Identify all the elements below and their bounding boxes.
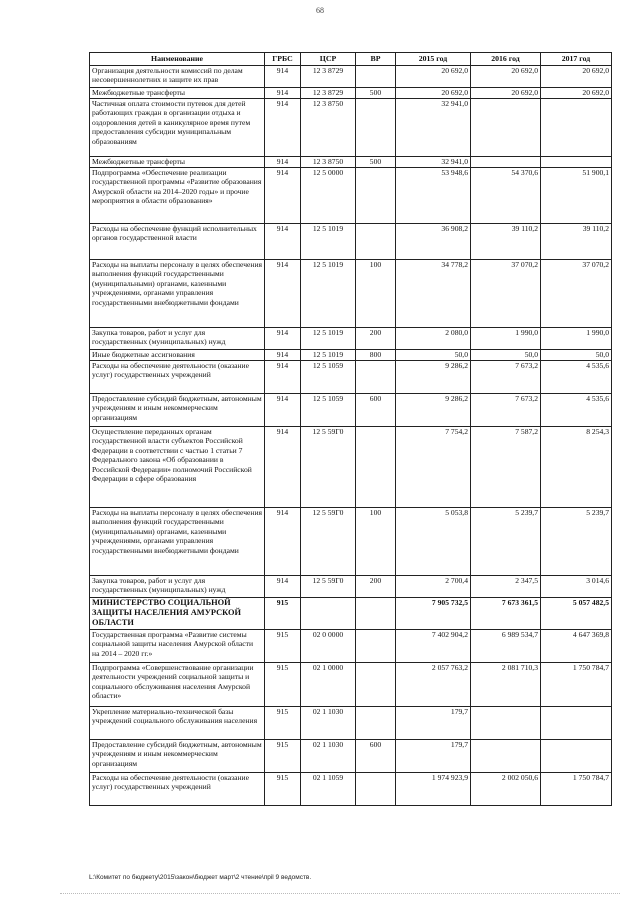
cell-grbs: 914 xyxy=(265,350,301,361)
cell-csr: 12 5 59Г0 xyxy=(301,576,356,598)
cell-2017: 4 535,6 xyxy=(541,394,612,427)
cell-2017: 39 110,2 xyxy=(541,224,612,260)
cell-2017: 4 647 369,8 xyxy=(541,630,612,663)
cell-2016: 6 989 534,7 xyxy=(471,630,541,663)
table-row xyxy=(90,427,612,508)
cell-2015: 7 754,2 xyxy=(396,427,471,508)
cell-vr: 100 xyxy=(356,508,396,576)
cell-2017: 3 014,6 xyxy=(541,576,612,598)
cell-name: Расходы на обеспечение функций исполнительных органов государственной власти xyxy=(90,224,265,260)
cell-2016: 7 587,2 xyxy=(471,427,541,508)
cell-2017: 5 239,7 xyxy=(541,508,612,576)
cell-name: Предоставление субсидий бюджетным, автономным учреждениям и иным некоммерческим организациям xyxy=(90,740,265,773)
cell-2016: 7 673 361,5 xyxy=(471,598,541,630)
cell-vr xyxy=(356,630,396,663)
col-header-2016: 2016 год xyxy=(471,53,541,66)
cell-grbs: 914 xyxy=(265,427,301,508)
table-row xyxy=(90,350,612,361)
col-header-name: Наименование xyxy=(90,53,265,66)
cell-vr xyxy=(356,707,396,740)
cell-2015: 1 974 923,9 xyxy=(396,773,471,806)
cell-2016 xyxy=(471,740,541,773)
cell-csr: 02 0 0000 xyxy=(301,630,356,663)
cell-grbs: 914 xyxy=(265,168,301,224)
cell-name: Межбюджетные трансферты xyxy=(90,88,265,99)
cell-name: Частичная оплата стоимости путевок для детей работающих граждан в организации отдыха и оздоровления детей в каникулярное время путем предоставления субсидии муниципальным образованиям xyxy=(90,99,265,157)
cell-csr: 12 5 1019 xyxy=(301,328,356,350)
cell-vr xyxy=(356,224,396,260)
table-row xyxy=(90,224,612,260)
col-header-csr: ЦСР xyxy=(301,53,356,66)
cell-vr xyxy=(356,598,396,630)
cell-vr xyxy=(356,663,396,707)
cell-grbs: 914 xyxy=(265,260,301,328)
cell-grbs: 915 xyxy=(265,707,301,740)
cell-csr: 02 1 1030 xyxy=(301,740,356,773)
cell-grbs: 915 xyxy=(265,740,301,773)
cell-name: Подпрограмма «Совершенствование организации деятельности учреждений социальной защиты и социального обслуживания населения Амурской области» xyxy=(90,663,265,707)
cell-name: Иные бюджетные ассигнования xyxy=(90,350,265,361)
cell-vr: 600 xyxy=(356,394,396,427)
cell-2016: 20 692,0 xyxy=(471,88,541,99)
cell-grbs: 914 xyxy=(265,328,301,350)
cell-2016 xyxy=(471,157,541,168)
cell-vr xyxy=(356,66,396,88)
cell-2016: 54 370,6 xyxy=(471,168,541,224)
cell-2017: 1 750 784,7 xyxy=(541,773,612,806)
col-header-vr: ВР xyxy=(356,53,396,66)
cell-2017: 1 750 784,7 xyxy=(541,663,612,707)
cell-vr: 200 xyxy=(356,328,396,350)
table-row xyxy=(90,157,612,168)
cell-csr: 12 5 1059 xyxy=(301,361,356,394)
cell-vr xyxy=(356,427,396,508)
cell-name: Подпрограмма «Обеспечение реализации государственной программы «Развитие образования Амурской области на 2014–2020 годы» и прочие мероприятия в области образования» xyxy=(90,168,265,224)
cell-2016: 20 692,0 xyxy=(471,66,541,88)
table-row xyxy=(90,361,612,394)
cell-2015: 7 402 904,2 xyxy=(396,630,471,663)
cell-2015: 9 286,2 xyxy=(396,394,471,427)
cell-csr: 12 5 59Г0 xyxy=(301,427,356,508)
cell-name: Межбюджетные трансферты xyxy=(90,157,265,168)
table-row xyxy=(90,168,612,224)
cell-csr: 02 1 1059 xyxy=(301,773,356,806)
cell-vr xyxy=(356,361,396,394)
cell-2015: 179,7 xyxy=(396,707,471,740)
cell-2015: 20 692,0 xyxy=(396,66,471,88)
table-row xyxy=(90,663,612,707)
cell-csr: 12 3 8750 xyxy=(301,157,356,168)
cell-2015: 5 053,8 xyxy=(396,508,471,576)
cell-2015: 32 941,0 xyxy=(396,157,471,168)
cell-2017: 20 692,0 xyxy=(541,88,612,99)
cell-name: Укрепление материально-технической базы учреждений социального обслуживания населения xyxy=(90,707,265,740)
cell-2015: 9 286,2 xyxy=(396,361,471,394)
cell-name: Предоставление субсидий бюджетным, автономным учреждениям и иным некоммерческим организациям xyxy=(90,394,265,427)
cell-name: Организация деятельности комиссий по делам несовершеннолетних и защите их прав xyxy=(90,66,265,88)
cell-csr: 12 3 8729 xyxy=(301,66,356,88)
col-header-2015: 2015 год xyxy=(396,53,471,66)
cell-2017: 50,0 xyxy=(541,350,612,361)
cell-2017 xyxy=(541,707,612,740)
cell-grbs: 914 xyxy=(265,361,301,394)
cell-2015: 36 908,2 xyxy=(396,224,471,260)
cell-2016 xyxy=(471,707,541,740)
table-row xyxy=(90,630,612,663)
cell-csr: 12 5 1019 xyxy=(301,350,356,361)
table-row xyxy=(90,66,612,88)
cell-2017: 4 535,6 xyxy=(541,361,612,394)
cell-2016: 39 110,2 xyxy=(471,224,541,260)
cell-csr: 02 1 0000 xyxy=(301,663,356,707)
cell-name: Расходы на обеспечение деятельности (оказание услуг) государственных учреждений xyxy=(90,773,265,806)
cell-2016: 50,0 xyxy=(471,350,541,361)
cell-csr: 12 3 8750 xyxy=(301,99,356,157)
cell-2017: 5 057 482,5 xyxy=(541,598,612,630)
cell-2016: 1 990,0 xyxy=(471,328,541,350)
cell-2017: 37 070,2 xyxy=(541,260,612,328)
cell-vr: 600 xyxy=(356,740,396,773)
bottom-divider xyxy=(60,893,620,894)
cell-2015: 2 057 763,2 xyxy=(396,663,471,707)
table-row xyxy=(90,707,612,740)
table-row xyxy=(90,773,612,806)
cell-name: МИНИСТЕРСТВО СОЦИАЛЬНОЙ ЗАЩИТЫ НАСЕЛЕНИЯ АМУРСКОЙ ОБЛАСТИ xyxy=(90,598,265,630)
cell-2016: 5 239,7 xyxy=(471,508,541,576)
cell-csr: 12 5 59Г0 xyxy=(301,508,356,576)
cell-grbs: 915 xyxy=(265,598,301,630)
cell-vr xyxy=(356,168,396,224)
cell-2015: 34 778,2 xyxy=(396,260,471,328)
table-row xyxy=(90,394,612,427)
cell-2015: 53 948,6 xyxy=(396,168,471,224)
cell-grbs: 914 xyxy=(265,576,301,598)
cell-2015: 179,7 xyxy=(396,740,471,773)
table-row xyxy=(90,260,612,328)
table-row xyxy=(90,740,612,773)
cell-2016: 37 070,2 xyxy=(471,260,541,328)
cell-2017 xyxy=(541,157,612,168)
cell-grbs: 915 xyxy=(265,630,301,663)
cell-name: Расходы на выплаты персоналу в целях обеспечения выполнения функций государственными (муниципальными) органами, казенными учреждениями, органами управления государственными внебюджетными фондами xyxy=(90,508,265,576)
cell-grbs: 914 xyxy=(265,224,301,260)
cell-grbs: 914 xyxy=(265,88,301,99)
cell-2016 xyxy=(471,99,541,157)
budget-table xyxy=(89,52,612,806)
cell-2017: 8 254,3 xyxy=(541,427,612,508)
cell-2015: 2 080,0 xyxy=(396,328,471,350)
cell-vr: 200 xyxy=(356,576,396,598)
cell-grbs: 914 xyxy=(265,99,301,157)
cell-csr: 02 1 1030 xyxy=(301,707,356,740)
cell-vr xyxy=(356,773,396,806)
table-body xyxy=(90,66,612,806)
table-row xyxy=(90,598,612,630)
cell-csr: 12 5 0000 xyxy=(301,168,356,224)
cell-2016: 2 081 710,3 xyxy=(471,663,541,707)
cell-2016: 7 673,2 xyxy=(471,394,541,427)
cell-grbs: 914 xyxy=(265,157,301,168)
cell-name: Закупка товаров, работ и услуг для государственных (муниципальных) нужд xyxy=(90,328,265,350)
cell-2017 xyxy=(541,99,612,157)
cell-csr: 12 5 1059 xyxy=(301,394,356,427)
table-row xyxy=(90,508,612,576)
file-path-footer: L:\Комитет по бюджету\2015\закон\бюджет март\2 чтение\прil 9 ведомств. xyxy=(89,874,312,881)
table-row xyxy=(90,576,612,598)
cell-csr: 12 5 1019 xyxy=(301,260,356,328)
cell-vr: 100 xyxy=(356,260,396,328)
cell-vr: 800 xyxy=(356,350,396,361)
cell-2016: 2 347,5 xyxy=(471,576,541,598)
cell-name: Осуществление переданных органам государственной власти субъектов Российской Федерации в соответствии с частью 1 статьи 7 Федерального закона «Об образовании в Российской Федерации» полномочий Российской Федерации в сфере образования xyxy=(90,427,265,508)
cell-2016: 7 673,2 xyxy=(471,361,541,394)
col-header-grbs: ГРБС xyxy=(265,53,301,66)
cell-2016: 2 002 050,6 xyxy=(471,773,541,806)
table-row xyxy=(90,88,612,99)
table-row xyxy=(90,99,612,157)
cell-vr: 500 xyxy=(356,157,396,168)
cell-csr: 12 5 1019 xyxy=(301,224,356,260)
col-header-2017: 2017 год xyxy=(541,53,612,66)
cell-vr: 500 xyxy=(356,88,396,99)
cell-2017: 1 990,0 xyxy=(541,328,612,350)
cell-2017: 20 692,0 xyxy=(541,66,612,88)
cell-2017: 51 900,1 xyxy=(541,168,612,224)
cell-name: Закупка товаров, работ и услуг для государственных (муниципальных) нужд xyxy=(90,576,265,598)
cell-csr: 12 3 8729 xyxy=(301,88,356,99)
page-number: 68 xyxy=(316,6,324,15)
cell-grbs: 914 xyxy=(265,394,301,427)
cell-2015: 7 905 732,5 xyxy=(396,598,471,630)
cell-2015: 50,0 xyxy=(396,350,471,361)
table-header-row xyxy=(90,53,612,66)
cell-grbs: 915 xyxy=(265,663,301,707)
cell-2015: 32 941,0 xyxy=(396,99,471,157)
cell-csr xyxy=(301,598,356,630)
cell-2015: 2 700,4 xyxy=(396,576,471,598)
cell-name: Государственная программа «Развитие системы социальной защиты населения Амурской области на 2014 – 2020 гг.» xyxy=(90,630,265,663)
cell-grbs: 915 xyxy=(265,773,301,806)
cell-name: Расходы на выплаты персоналу в целях обеспечения выполнения функций государственными (муниципальными) органами, казенными учреждениями, органами управления государственными внебюджетными фондами xyxy=(90,260,265,328)
table-row xyxy=(90,328,612,350)
cell-grbs: 914 xyxy=(265,66,301,88)
cell-vr xyxy=(356,99,396,157)
cell-2017 xyxy=(541,740,612,773)
cell-2015: 20 692,0 xyxy=(396,88,471,99)
cell-grbs: 914 xyxy=(265,508,301,576)
cell-name: Расходы на обеспечение деятельности (оказание услуг) государственных учреждений xyxy=(90,361,265,394)
